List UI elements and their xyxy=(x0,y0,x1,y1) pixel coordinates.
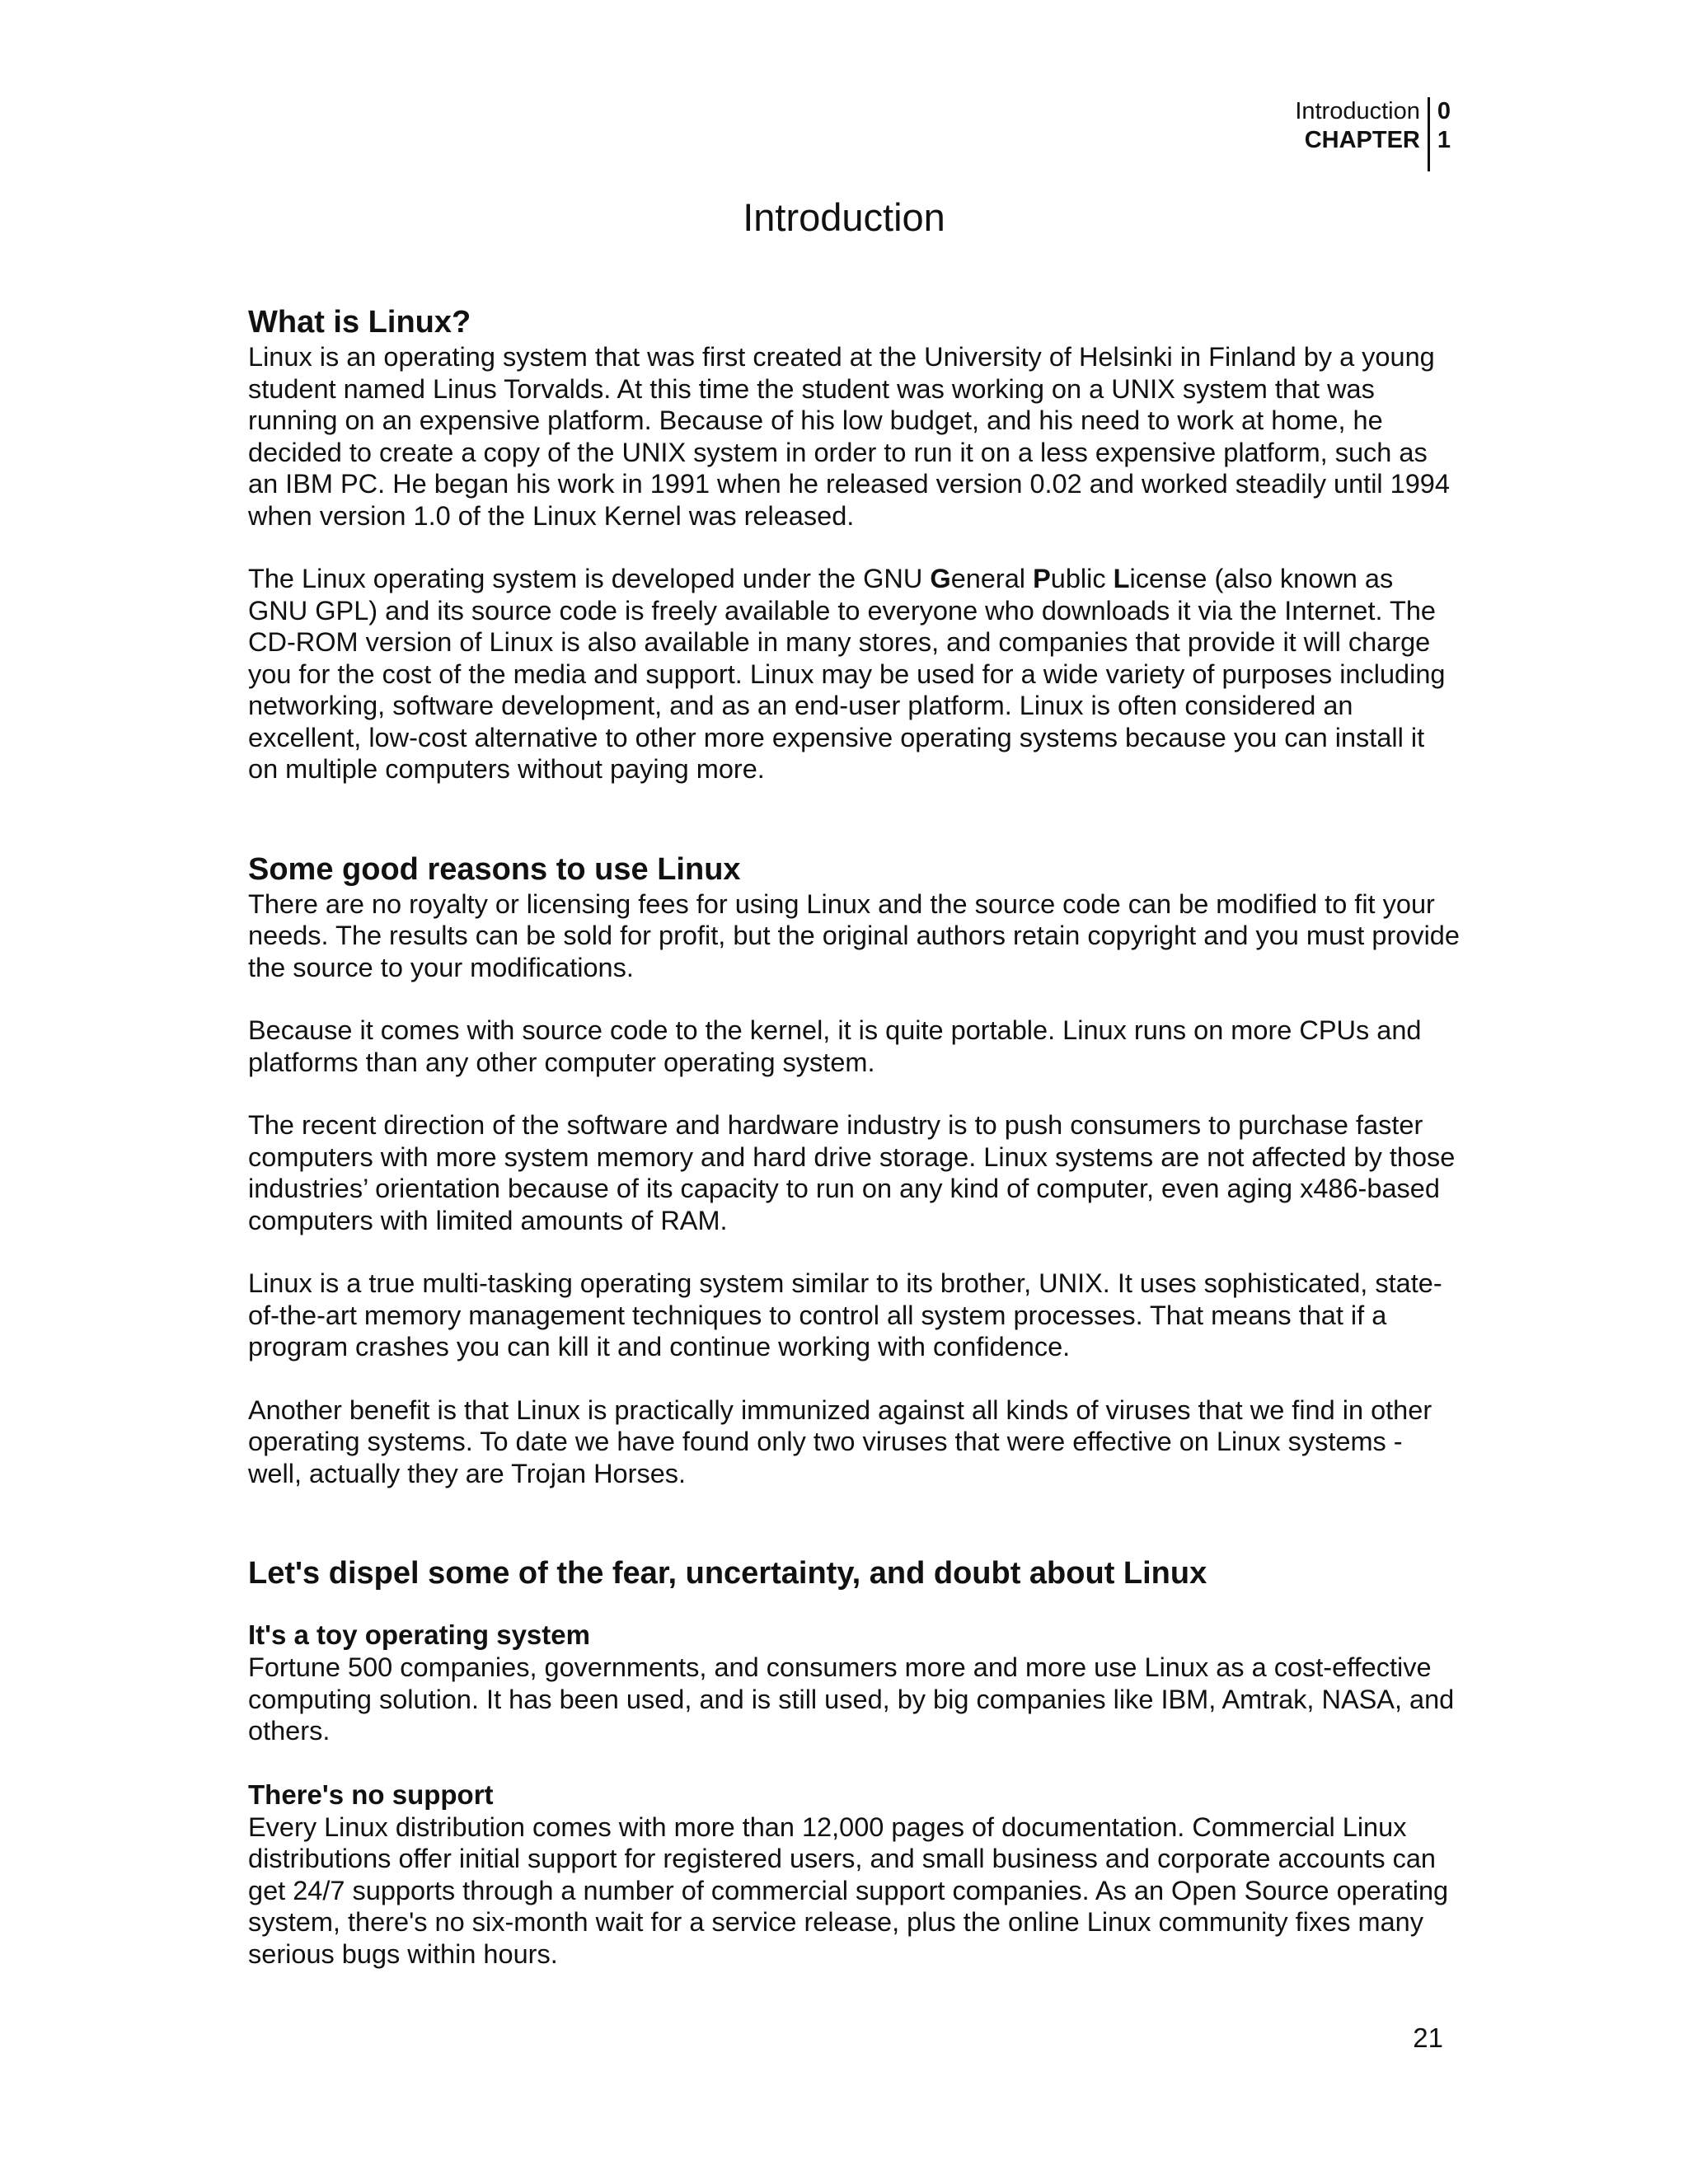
text-run: eneral xyxy=(950,564,1034,593)
running-header-chapter: CHAPTER xyxy=(1304,127,1420,153)
paragraph: The recent direction of the software and hardware industry is to push consumers to purchase faster computers with more system memory and hard drive storage. Linux systems are not affected by those industries’ orientation because of its capacity to run on any kind of computer, even aging x486-based computers with limited amounts of RAM. xyxy=(248,1110,1456,1235)
chapter-digit-2: 1 xyxy=(1437,127,1451,153)
bold-initial: G xyxy=(930,564,951,593)
paragraph: Another benefit is that Linux is practically immunized against all kinds of viruses that we find in other operating systems. To date we have found only two viruses that were effective on Linux systems - well, actually they are Trojan Horses. xyxy=(248,1394,1432,1488)
paragraph: Every Linux distribution comes with more than 12,000 pages of documentation. Commercial Linux distributions offer initial support for registered users, and small business and corporate accounts can get 24/7 supports through a number of commercial support companies. As an Open Source operating system, there's no six-month wait for a service release, plus the online Linux community fixes many serious bugs within hours. xyxy=(248,1811,1449,1969)
paragraph: There are no royalty or licensing fees for using Linux and the source code can be modified to fit your needs. The results can be sold for profit, but the original authors retain copyright and you must provide the source to your modifications. xyxy=(248,888,1460,982)
page-number: 21 xyxy=(1413,2022,1443,2053)
running-header-section: Introduction xyxy=(1295,98,1420,124)
subheading-support: There's no support xyxy=(248,1779,494,1810)
running-header xyxy=(1295,97,1451,171)
paragraph: Fortune 500 companies, governments, and consumers more and more use Linux as a cost-effective computing solution. It has been used, and is still used, by big companies like IBM, Amtrak, NASA, and others. xyxy=(248,1652,1455,1746)
section-heading-fud: Let's dispel some of the fear, uncertainty, and doubt about Linux xyxy=(248,1556,1207,1591)
paragraph: Because it comes with source code to the kernel, it is quite portable. Linux runs on more CPUs and platforms than any other computer operating system. xyxy=(248,1015,1422,1077)
text-run: The Linux operating system is developed under the GNU xyxy=(248,564,931,593)
text-run: ublic xyxy=(1050,564,1114,593)
bold-initial: P xyxy=(1033,564,1051,593)
page-title: Introduction xyxy=(743,195,945,239)
paragraph: Linux is an operating system that was first created at the University of Helsinki in Finland by a young student named Linus Torvalds. At this time the student was working on a UNIX system that was running on an expensive platform. Because of his low budget, and his need to work at home, he decided to create a copy of the UNIX system in order to run it on a less expensive platform, such as an IBM PC. He began his work in 1991 when he released version 0.02 and worked steadily until 1994 when version 1.0 of the Linux Kernel was released. xyxy=(248,342,1450,531)
text-run: icense (also known as GNU GPL) and its source code is freely available to everyone who downloads it via the Internet. The CD-ROM version of Linux is also available in many stores, and companies that provide it will charge you for the cost of the media and support. Linux may be used for a wide variety of purposes including networking, software development, and as an end-user platform. Linux is often considered an excellent, low-cost alternative to other more expensive operating systems because you can install it on multiple computers without paying more. xyxy=(248,564,1446,784)
subheading-toy: It's a toy operating system xyxy=(248,1619,590,1650)
bold-initial: L xyxy=(1113,564,1130,593)
running-header-chapter-number xyxy=(1430,97,1451,171)
chapter-digit-1: 0 xyxy=(1437,98,1451,124)
paragraph: Linux is a true multi-tasking operating system similar to its brother, UNIX. It uses sophisticated, state-of-the-art memory management techniques to control all system processes. That means that if a program crashes you can kill it and continue working with confidence. xyxy=(248,1268,1442,1361)
section-heading-what-is-linux: What is Linux? xyxy=(248,305,471,340)
section-heading-reasons: Some good reasons to use Linux xyxy=(248,851,741,887)
body-content xyxy=(248,303,1460,1970)
running-header-labels xyxy=(1295,97,1428,171)
paragraph-gpl xyxy=(248,563,1460,785)
